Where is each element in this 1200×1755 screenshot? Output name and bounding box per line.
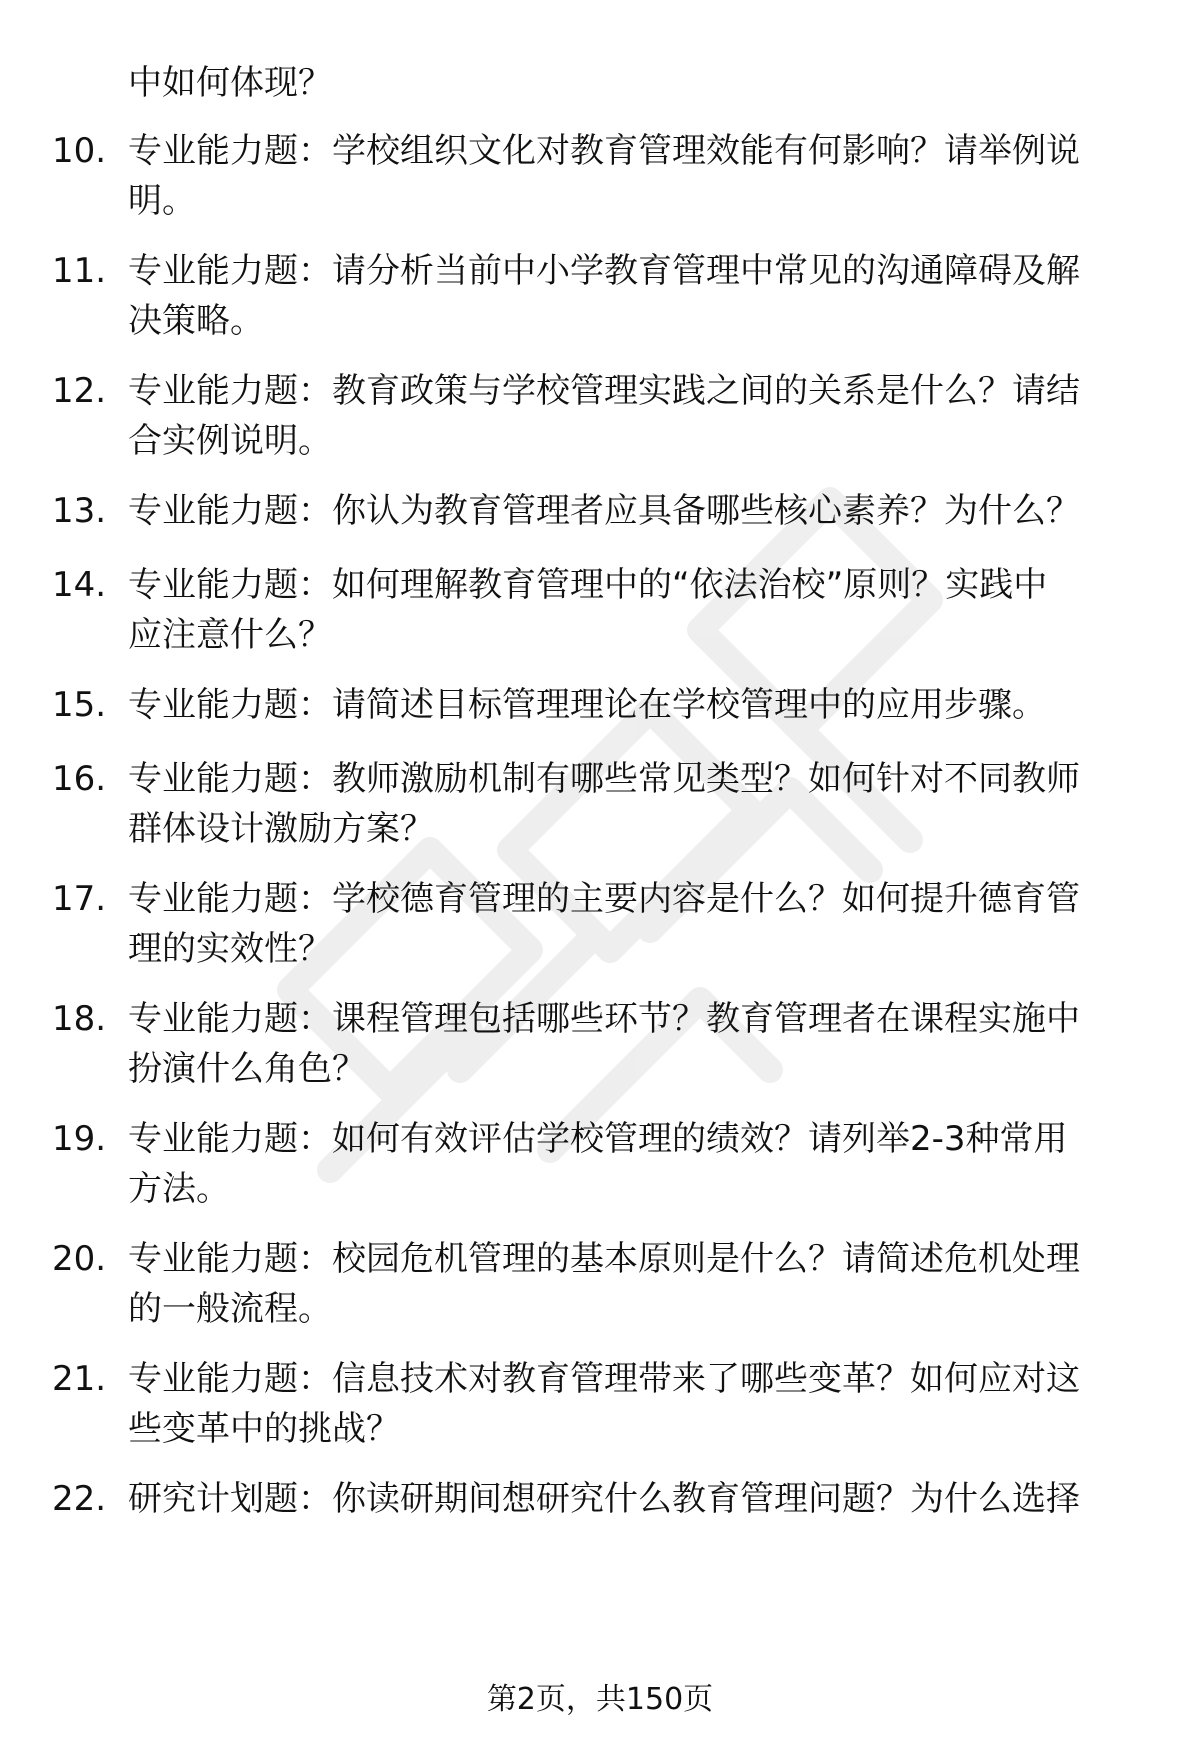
question-text-line: 专业能力题：学校组织文化对教育管理效能有何影响？请举例说 (128, 131, 1080, 171)
question-text (128, 994, 1138, 1094)
question-text (128, 1354, 1138, 1454)
page-footer: 第2页，共150页 (486, 1682, 714, 1717)
question-text-line: 专业能力题：课程管理包括哪些环节？教育管理者在课程实施中 (128, 999, 1080, 1039)
question-number: 20. (52, 1239, 107, 1279)
question-text (128, 366, 1138, 466)
question-number: 22. (52, 1479, 107, 1519)
question-text-line: 专业能力题：你认为教育管理者应具备哪些核心素养？为什么？ (128, 491, 1080, 531)
question-text-line: 应注意什么？ (128, 615, 332, 655)
question-text-line: 研究计划题：你读研期间想研究什么教育管理问题？为什么选择 (128, 1479, 1080, 1519)
question-number: 21. (52, 1359, 107, 1399)
question-text (128, 560, 1138, 660)
question-text-line: 些变革中的挑战？ (128, 1409, 400, 1449)
question-text-line: 方法。 (128, 1169, 230, 1209)
question-text-line: 决策略。 (128, 301, 264, 341)
question-number: 12. (52, 371, 107, 411)
question-text-line: 专业能力题：信息技术对教育管理带来了哪些变革？如何应对这 (128, 1359, 1080, 1399)
question-number: 17. (52, 879, 107, 919)
question-text (128, 126, 1138, 226)
question-number: 15. (52, 685, 107, 725)
question-number: 10. (52, 131, 107, 171)
question-number: 13. (52, 491, 107, 531)
question-text-line: 专业能力题：教师激励机制有哪些常见类型？如何针对不同教师 (128, 759, 1080, 799)
question-number: 11. (52, 251, 107, 291)
question-text-line: 合实例说明。 (128, 421, 332, 461)
question-continuation: 中如何体现？ (128, 63, 332, 103)
question-text-line: 扮演什么角色？ (128, 1049, 366, 1089)
question-text (128, 246, 1138, 346)
question-text-line: 专业能力题：请简述目标管理理论在学校管理中的应用步骤。 (128, 685, 1046, 725)
question-text-line: 专业能力题：如何有效评估学校管理的绩效？请列举2-3种常用 (128, 1119, 1068, 1159)
question-text-line: 专业能力题：学校德育管理的主要内容是什么？如何提升德育管 (128, 879, 1080, 919)
question-text-line: 专业能力题：如何理解教育管理中的“依法治校”原则？实践中 (128, 565, 1048, 605)
question-text (128, 1234, 1138, 1334)
question-text-line: 专业能力题：校园危机管理的基本原则是什么？请简述危机处理 (128, 1239, 1080, 1279)
question-text (128, 486, 1138, 536)
question-text (128, 1474, 1138, 1524)
question-text (128, 1114, 1138, 1214)
question-text-line: 专业能力题：教育政策与学校管理实践之间的关系是什么？请结 (128, 371, 1080, 411)
question-number: 18. (52, 999, 107, 1039)
question-text-line: 明。 (128, 181, 196, 221)
question-text-line: 专业能力题：请分析当前中小学教育管理中常见的沟通障碍及解 (128, 251, 1080, 291)
question-text (128, 874, 1138, 974)
question-number: 14. (52, 565, 107, 605)
question-text-line: 群体设计激励方案？ (128, 809, 434, 849)
question-text-line: 理的实效性？ (128, 929, 332, 969)
question-number: 16. (52, 759, 107, 799)
question-number: 19. (52, 1119, 107, 1159)
question-text (128, 754, 1138, 854)
question-text-line: 的一般流程。 (128, 1289, 332, 1329)
question-text (128, 680, 1138, 730)
